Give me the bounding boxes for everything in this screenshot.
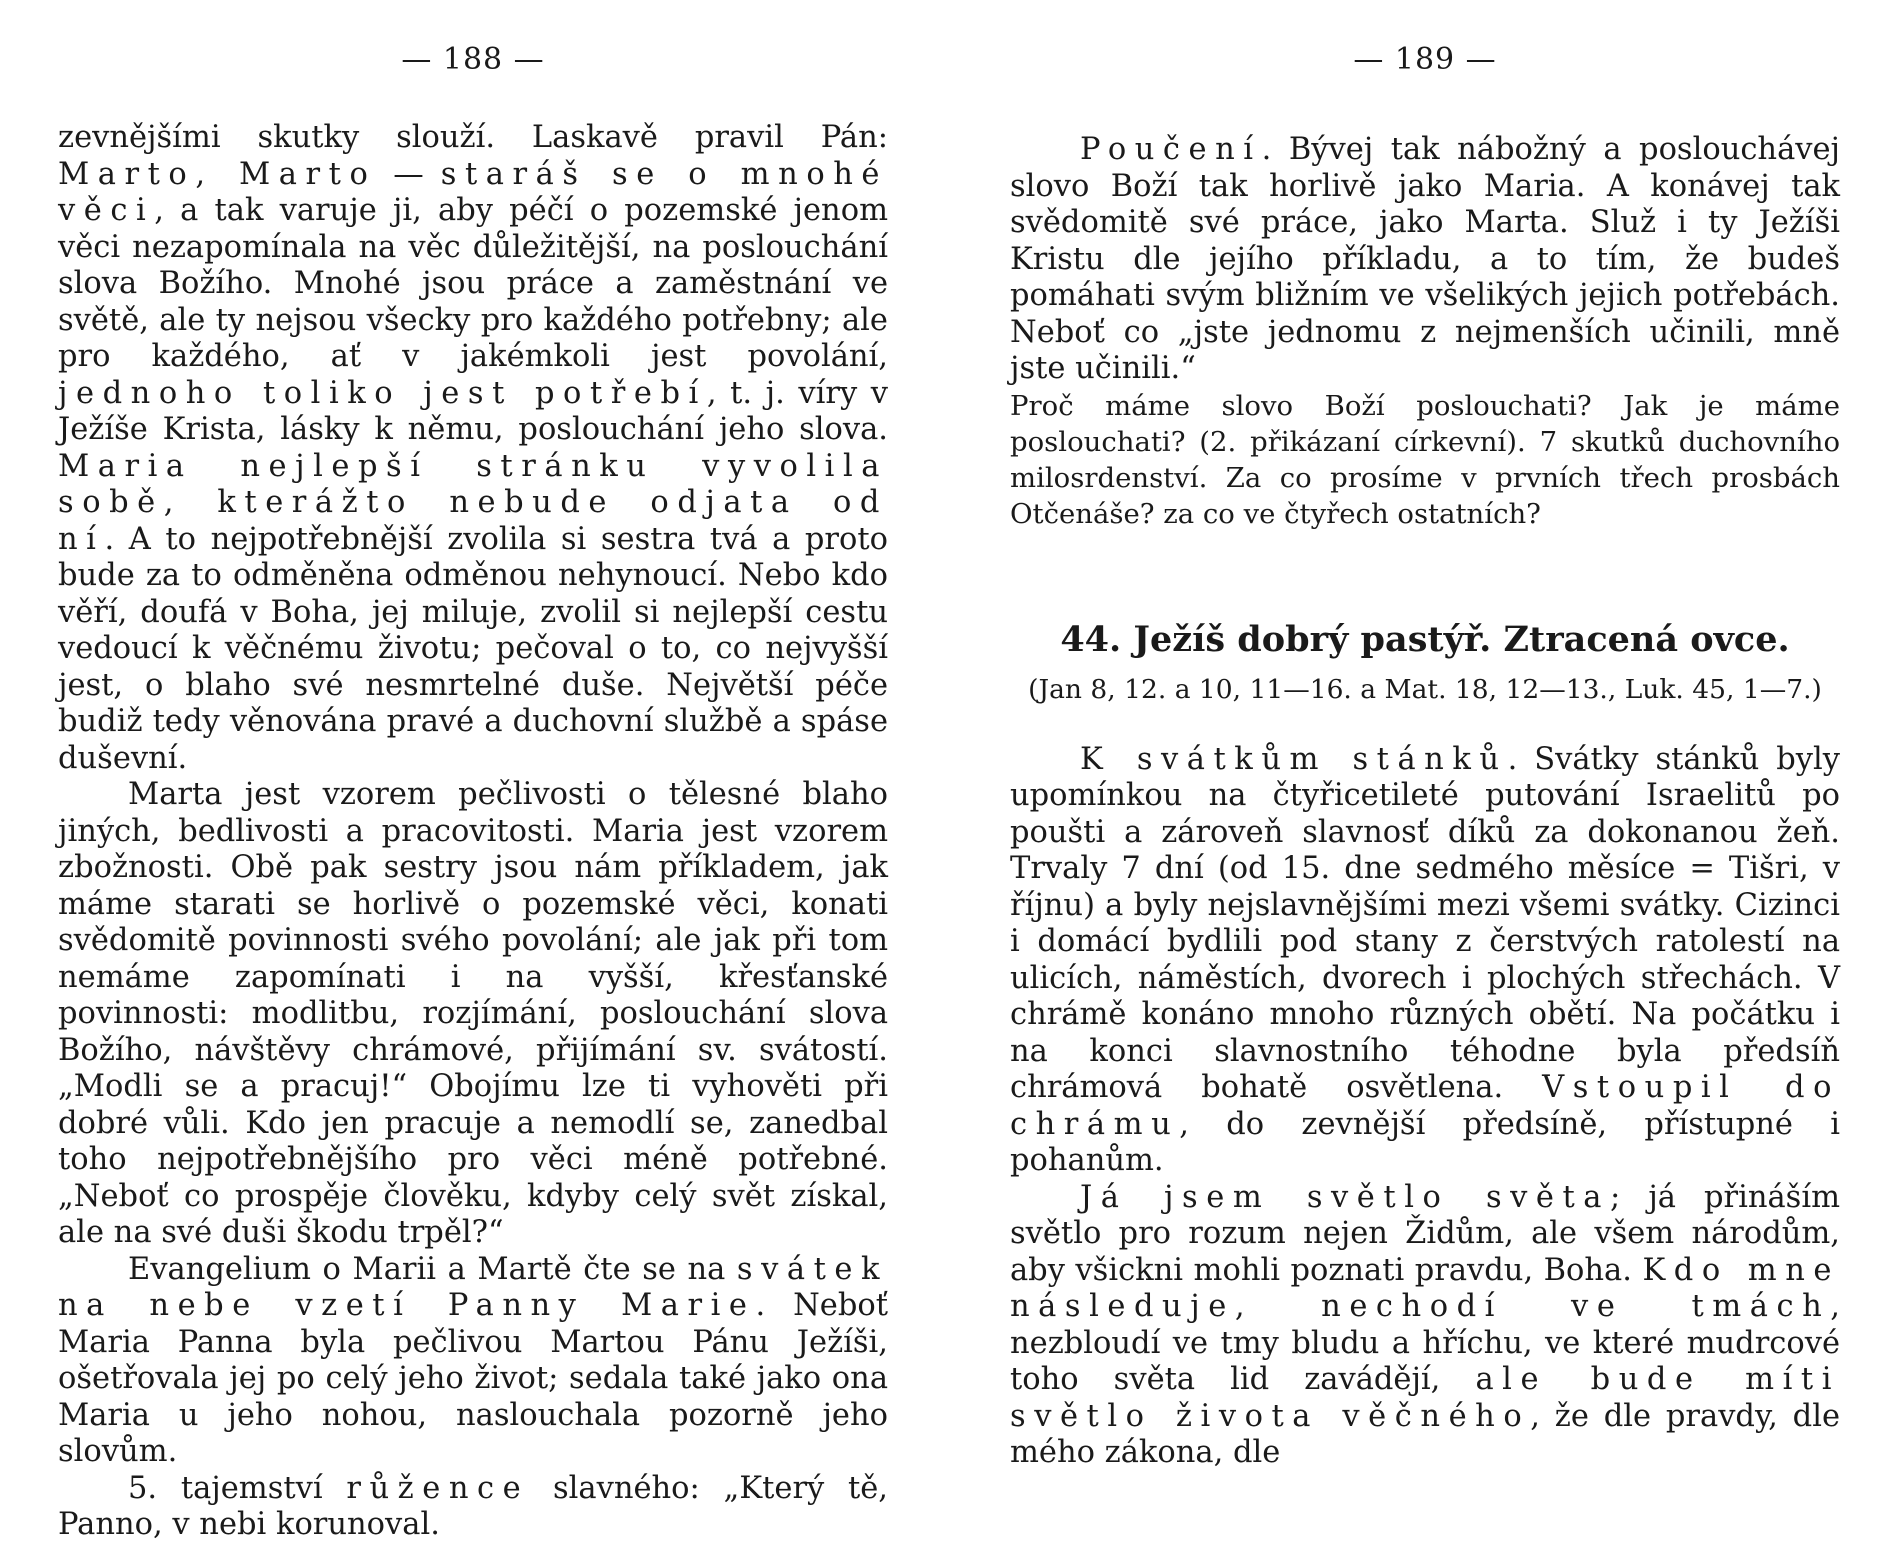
paragraph <box>58 1252 888 1471</box>
spaced-emphasis: Marto, Marto <box>58 156 377 192</box>
chapter-title: 44. Ježíš dobrý pastýř. Ztracená ovce. <box>1060 618 1790 660</box>
review-questions: Proč máme slovo Boží poslouchati? Jak je máme poslouchati? (2. přikázaní církevní). 7 skutků duchovního milosrdenství. Za co prosíme v prvních třech prosbách Otčenáše? za co ve čtyřech ostatních? <box>1010 389 1840 530</box>
text-run: . Bývej tak nábožný a poslouchávej slovo Boží tak horlivě jako Maria. A konávej tak svědomitě své práce, jako Marta. Služ i ty Ježíši Kristu dle jejího příkladu, a to tím, že budeš pomáhati svým bližním ve všelikých jejich potřebách. Neboť co „jste jednomu z nejmenších učinili, mně jste učinili.“ <box>1010 132 1840 386</box>
text-run: — <box>376 156 441 192</box>
page-number-left: — 188 — <box>401 42 545 77</box>
spaced-emphasis: Vstoupil do chrámu <box>1010 1070 1840 1142</box>
spaced-emphasis: Maria nejlepší stránku vyvolila sobě, kterážto nebude odjata od ní <box>58 448 888 557</box>
left-page-text <box>58 120 888 1544</box>
paragraph <box>1010 742 1840 1180</box>
chapter-reference: (Jan 8, 12. a 10, 11—16. a Mat. 18, 12—13., Luk. 45, 1—7.) <box>1028 673 1822 705</box>
page-number-right: — 189 — <box>1353 42 1497 77</box>
paragraph <box>1010 1180 1840 1472</box>
text-run: , nezbloudí ve tmy bludu a hříchu, ve které mudrcové toho světa lid zavádějí, <box>1010 1289 1840 1397</box>
paragraph: Marta jest vzorem pečlivosti o tělesné blaho jiných, bedlivosti a pracovitosti. Maria jest vzorem zbožnosti. Obě pak sestry jsou nám příkladem, jak máme starati se horlivě o pozemské věci, konati svědomitě povinnosti svého povolání; ale jak při tom nemáme zapomínati i na vyšší, křesťanské povinnosti: modlitbu, rozjímání, poslouchání slova Božího, návštěvy chrámové, přijímání sv. svátostí. „Modli se a pracuj!“ Obojímu lze ti vyhověti při dobré vůli. Kdo jen pracuje a nemodlí se, zanedbal toho nejpotřebnějšího pro věci méně potřebné. „Neboť co prospěje člověku, kdyby celý svět získal, ale na své duši škodu trpěl?“ <box>58 777 888 1250</box>
text-run: , a tak varuje ji, aby péčí o pozemské jenom věci nezapomínala na věc důležitější, na poslouchání slova Božího. Mnohé jsou práce a zaměstnání ve světě, ale ty nejsou všecky pro každého potřebny; ale pro každého, ať v jakémkoli jest povolání, <box>58 193 888 374</box>
spaced-emphasis: Já jsem světlo světa <box>1080 1179 1611 1215</box>
left-page <box>58 0 888 1542</box>
paragraph <box>58 120 888 777</box>
text-run: Evangelium o Marii a Martě čte se na <box>128 1251 737 1287</box>
spaced-emphasis: růžence <box>346 1470 530 1506</box>
right-page <box>1010 0 1840 1500</box>
text-run: . Svátky stánků byly upomínkou na čtyřicetileté putování Israelitů po poušti a zároveň slavnosť díků za dokonanou žeň. Trvaly 7 dní (od 15. dne sedmého měsíce = Tišri, v říjnu) a byly nejslavnějšími mezi všemi svátky. Cizinci i domácí bydlili pod stany z čerstvých ratolestí na ulicích, náměstích, dvorech i plochých střechách. V chrámě konáno mnoho různých obětí. Na počátku i na konci slavnostního téhodne byla předsíň chrámová bohatě osvětlena. <box>1010 741 1840 1105</box>
text-run: . Neboť Maria Panna byla pečlivou Martou Pánu Ježíši, ošetřovala jej po celý jeho život; sedala také jako ona Maria u jeho nohou, naslouchala pozorně jeho slovům. <box>58 1288 888 1469</box>
paragraph <box>58 1471 888 1544</box>
text-run: ; já přináším světlo pro rozum nejen Židům, ale všem národům, aby všickni mohli poznati pravdu, Boha. <box>1010 1179 1840 1288</box>
text-run: zevnějšími skutky slouží. Laskavě pravil Pán: <box>58 120 888 155</box>
spaced-emphasis: K svátkům stánků <box>1080 741 1508 777</box>
right-page-text <box>1010 132 1840 1472</box>
spaced-emphasis: ale bude míti světlo života věčného <box>1010 1362 1840 1434</box>
text-run: 5. tajemství <box>128 1470 347 1506</box>
spaced-emphasis: jednoho toliko jest potřebí <box>58 375 707 411</box>
text-run: . A to nejpotřebnější zvolila si sestra tvá a proto bude za to odměněna odměnou nehynoucí. Nebo kdo věří, doufá v Boha, jej miluje, zvolil si nejlepší cestu vedoucí k věčnému životu; pečoval o to, co nejvyšší jest, o blaho své nesmrtelné duše. Největší péče budiž tedy věnována pravé a duchovní službě a spáse duševní. <box>58 521 888 776</box>
text-run: , do zevnější předsíně, přístupné i pohanům. <box>1010 1106 1840 1178</box>
spaced-emphasis: Poučení <box>1080 132 1262 167</box>
spaced-emphasis: Kdo mne následuje, nechodí ve tmách <box>1010 1252 1841 1324</box>
text-run: , t. j. víry v Ježíše Krista, lásky k němu, poslouchání jeho slova. <box>58 375 888 447</box>
spaced-emphasis: staráš se o mnohé věci <box>58 156 888 228</box>
spaced-emphasis: svátek na nebe vzetí Panny Marie <box>58 1251 888 1323</box>
text-run: , že dle pravdy, dle mého zákona, dle <box>1010 1398 1840 1470</box>
paragraph <box>1010 132 1840 388</box>
text-run: slavného: „Který tě, Panno, v nebi korunoval. <box>58 1470 888 1542</box>
